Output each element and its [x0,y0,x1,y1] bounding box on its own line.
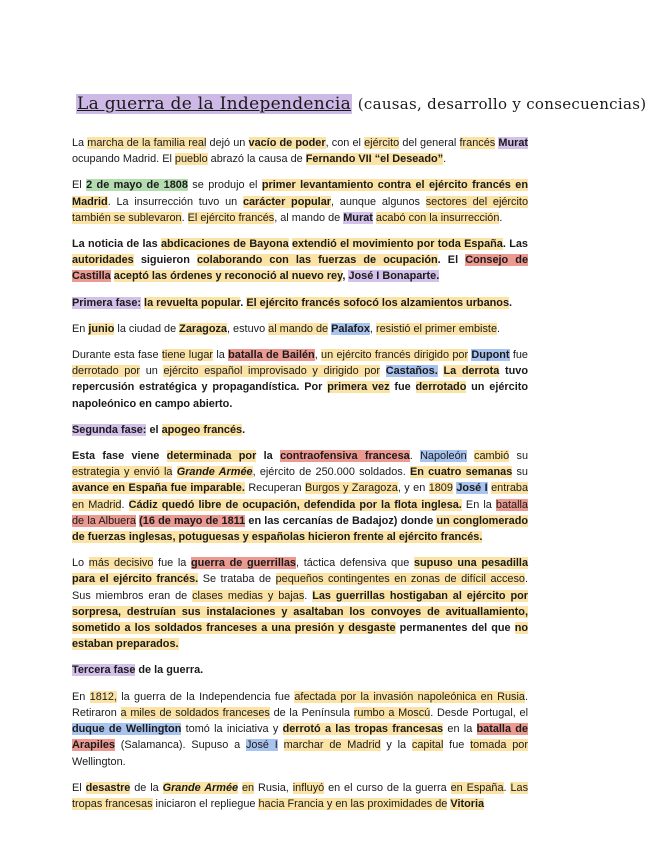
highlighted-text: desastre [85,781,131,794]
highlighted-text: José I Bonaparte. [348,270,440,283]
highlighted-text: 1812, [89,690,117,703]
highlighted-text: Castaños. [385,365,438,378]
highlighted-text: Consejo de Castilla [72,254,528,283]
paragraph-desastre [72,780,528,812]
text-segment: , [369,322,376,335]
highlighted-text: Burgos y Zaragoza [305,482,398,495]
text-segment: . Sus miembros eran de [72,573,528,602]
highlighted-text: contraofensiva francesa [280,450,410,463]
text-segment: dejó un [206,137,249,149]
highlighted-text: influyó [292,781,325,794]
highlighted-text: Vitoria [450,797,485,810]
highlighted-text: aceptó las órdenes y reconoció al nuevo rey [113,270,343,283]
highlighted-text: Napoleón [420,450,467,463]
text-segment: de la guerra. [135,664,204,677]
highlighted-text: Tercera fase [72,664,136,677]
text-segment: Durante esta fase [72,349,162,362]
highlighted-text: en [241,781,255,794]
text-segment: (Salamanca). Supuso a [114,739,246,752]
highlighted-text: un conglomerado de fuerzas inglesas, potuguesas y españolas hicieron frente al ejército francés. [72,514,529,544]
highlighted-text: determinada por [166,450,257,463]
text-segment: El [72,781,86,794]
highlighted-text: a miles de soldados franceses [120,706,270,719]
highlighted-text: 1809 [428,482,453,495]
highlighted-text: no estaban preparados. [72,622,528,651]
highlighted-text: guerra de guerrillas [191,557,296,570]
text-segment: , táctica defensiva que [296,557,414,570]
document-body [72,135,528,822]
highlighted-text: Segunda fase: [72,423,147,436]
highlighted-text: colaborando con las fuerzas de ocupación [196,254,438,267]
paragraph-bailen [72,347,528,412]
highlighted-text: cambió [474,450,510,463]
highlighted-text: En cuatro semanas [409,466,513,479]
text-segment: fue la [153,557,192,570]
highlighted-text: duque de Wellington [72,723,182,736]
text-segment: . Desde Portugal, el [430,706,529,719]
text-segment: Recuperan [244,482,306,495]
highlighted-text: en España [450,781,504,794]
highlighted-text: José I [456,482,488,495]
highlighted-text: supuso una pesadilla para el ejército francés. [72,557,529,586]
highlighted-text: primera vez [327,381,390,394]
text-segment: la ciudad de [114,322,180,335]
document-title-main: La guerra de la Independencia [77,94,352,114]
highlighted-text: (16 de mayo de 1811 [139,514,246,527]
text-segment: El [72,179,87,192]
text-segment: . [443,153,447,166]
text-segment: , aunque algunos [331,195,426,208]
highlighted-text: pueblo [174,153,208,166]
text-segment: el [146,423,162,436]
text-segment: . Las [502,238,528,251]
highlighted-text: rumbo a Moscú [353,706,431,719]
highlighted-text: Las guerrillas hostigaban al ejército por sorpresa, destruían sus instalaciones y asaltaban los convoyes de avituallamiento, sometido a los soldados franceses a una presión y desgaste [72,589,528,635]
text-segment: . Retiraron [72,690,528,719]
paragraph-intro [72,135,528,167]
text-segment: de la [130,781,163,794]
text-segment: fue [509,349,528,362]
highlighted-text: tomada por [470,739,528,752]
highlighted-text: Primera fase: [72,296,142,309]
text-segment: . El [437,254,466,267]
phase-3-heading [72,662,528,678]
text-segment: un [140,365,164,378]
text-segment: un ejército napoleónico en campo abierto. [72,381,528,410]
text-segment: Lo [72,557,89,570]
highlighted-text: vacío de poder [248,137,326,149]
highlighted-text: apogeo francés [161,423,243,436]
highlighted-text: pequeños contingentes en zonas de difícil acceso [275,573,525,586]
highlighted-text: avance en España fue imparable. [72,482,245,495]
highlighted-text: Murat [498,137,529,149]
highlighted-text: primer levantamiento contra el ejército francés en Madrid [72,179,528,208]
highlighted-text: marcha de la familia real [87,137,207,149]
paragraph-guerrillas [72,555,528,652]
text-segment: Esta fase viene [72,450,167,463]
text-segment: permanentes del que [395,622,515,635]
text-segment: , al mando de [274,211,344,224]
paragraph-bayona [72,236,528,285]
highlighted-text: clases medias y bajas [192,589,305,602]
highlighted-text: Las tropas francesas [72,781,529,810]
text-segment: La [72,137,88,149]
text-segment: . [497,322,501,335]
text-segment: del general [399,137,460,149]
highlighted-text: Murat [343,211,373,224]
text-segment: , ejército de 250.000 soldados. [252,466,410,479]
highlighted-text: hacia Francia y en las proximidades de [258,797,448,810]
highlighted-text: ejército español improvisado y dirigido por [163,365,381,378]
highlighted-text: más decisivo [88,557,154,570]
highlighted-text: afectada por la invasión napoleónica en Rusia [294,690,525,703]
text-segment: y la [380,739,412,752]
text-segment: . [304,589,313,602]
text-segment: iniciaron el repliegue [152,797,259,810]
text-segment: la [213,349,229,362]
text-segment: La noticia de las [72,238,161,251]
highlighted-text: la revuelta popular [144,296,241,309]
text-segment: . [242,423,246,436]
text-segment: abrazó la causa de [207,153,306,166]
phase-1-heading [72,295,528,311]
highlighted-text: francés [459,137,496,149]
text-segment: Se trataba de [198,573,276,586]
highlighted-text: estrategia y envió la [72,466,173,479]
highlighted-text: Fernando VII “el Deseado” [305,153,444,166]
highlighted-text: ejército [364,137,400,149]
text-segment: , [314,349,322,362]
highlighted-text: José I [245,739,278,752]
highlighted-text: El ejército francés [187,211,275,224]
text-segment: En la [461,498,496,511]
highlighted-text: batalla de Bailén [228,349,315,362]
highlighted-text: derrotó a las tropas francesas [282,723,444,736]
document-title-subtitle: (causas, desarrollo y consecuencias) [357,95,646,113]
text-segment: siguieron [133,254,197,267]
highlighted-text: batalla de la Albuera [72,498,528,527]
highlighted-text: abdicaciones de Bayona [160,238,289,251]
paragraph-1812 [72,689,528,770]
highlighted-text: marchar de Madrid [283,739,381,752]
text-segment: . [240,296,247,309]
paragraph-2-de-mayo [72,177,528,226]
paragraph-zaragoza [72,321,528,337]
text-segment: , con el [325,137,365,149]
highlighted-text: autoridades [72,254,134,267]
text-segment: en las cercanías de Badajoz) donde [245,514,437,527]
text-segment: . [121,498,129,511]
highlighted-text: carácter popular [242,195,331,208]
text-segment: su [512,466,528,479]
text-segment: , [342,270,349,283]
text-segment: la [256,450,281,463]
highlighted-text: Grande Armée [162,781,239,794]
highlighted-text: junio [88,322,115,335]
highlighted-text: derrotado [415,381,467,394]
text-segment: . [409,450,421,463]
text-segment [278,739,284,751]
text-segment: . [503,781,511,794]
text-segment: en la [443,723,477,736]
text-segment: se produjo el [187,179,262,192]
phase-2-heading [72,422,528,438]
highlighted-text: acabó con la insurrección [375,211,500,224]
highlighted-text: Palafox [331,322,370,335]
text-segment: Rusia, [254,781,293,794]
highlighted-text: Dupont [471,349,510,362]
text-segment: . [181,211,188,224]
highlighted-text: al mando de [268,322,329,335]
text-segment: ocupando Madrid. El [72,153,175,166]
text-segment: Wellington. [72,755,126,768]
text-segment: de la Península [269,706,354,719]
text-segment: . [499,211,503,224]
text-segment: fue [443,739,471,752]
text-segment: . [509,296,513,309]
text-segment: , estuvo [226,322,269,335]
paragraph-contraofensiva [72,448,528,545]
text-segment: En [72,690,90,703]
highlighted-text: entraba en Madrid [72,482,529,511]
text-segment: . La insurrección tuvo un [107,195,243,208]
highlighted-text: El ejército francés sofocó los alzamientos urbanos [246,296,510,309]
text-segment: tomó la iniciativa y [181,723,283,736]
highlighted-text: sectores del ejército también se sublevaron [72,195,529,224]
text-segment: tuvo repercusión estratégica y propagandística. Por [72,365,529,394]
highlighted-text: Cádiz quedó libre de ocupación, defendida por la flota inglesa. [128,498,462,511]
highlighted-text: resistió el primer embiste [375,322,497,335]
highlighted-text: un ejército francés dirigido por [321,349,469,362]
highlighted-text: Zaragoza [179,322,227,335]
highlighted-text: extendió el movimiento por toda España [291,238,503,251]
document-title [76,94,646,114]
highlighted-text: Grande Armée [176,466,253,479]
highlighted-text: batalla de Arapiles [72,723,528,752]
text-segment: fue [389,381,416,394]
text-segment: su [509,450,528,463]
text-segment [467,450,474,462]
highlighted-text: 2 de mayo de 1808 [86,179,188,192]
text-segment [380,365,386,377]
highlighted-text: La derrota [443,365,500,378]
text-segment: la guerra de la Independencia fue [116,690,295,703]
text-segment: en el curso de la guerra [324,781,451,794]
text-segment: , y en [397,482,429,495]
highlighted-text: tiene lugar [161,349,214,362]
highlighted-text: derrotado por [72,365,141,378]
text-segment: En [72,322,89,335]
highlighted-text: capital [411,739,444,752]
